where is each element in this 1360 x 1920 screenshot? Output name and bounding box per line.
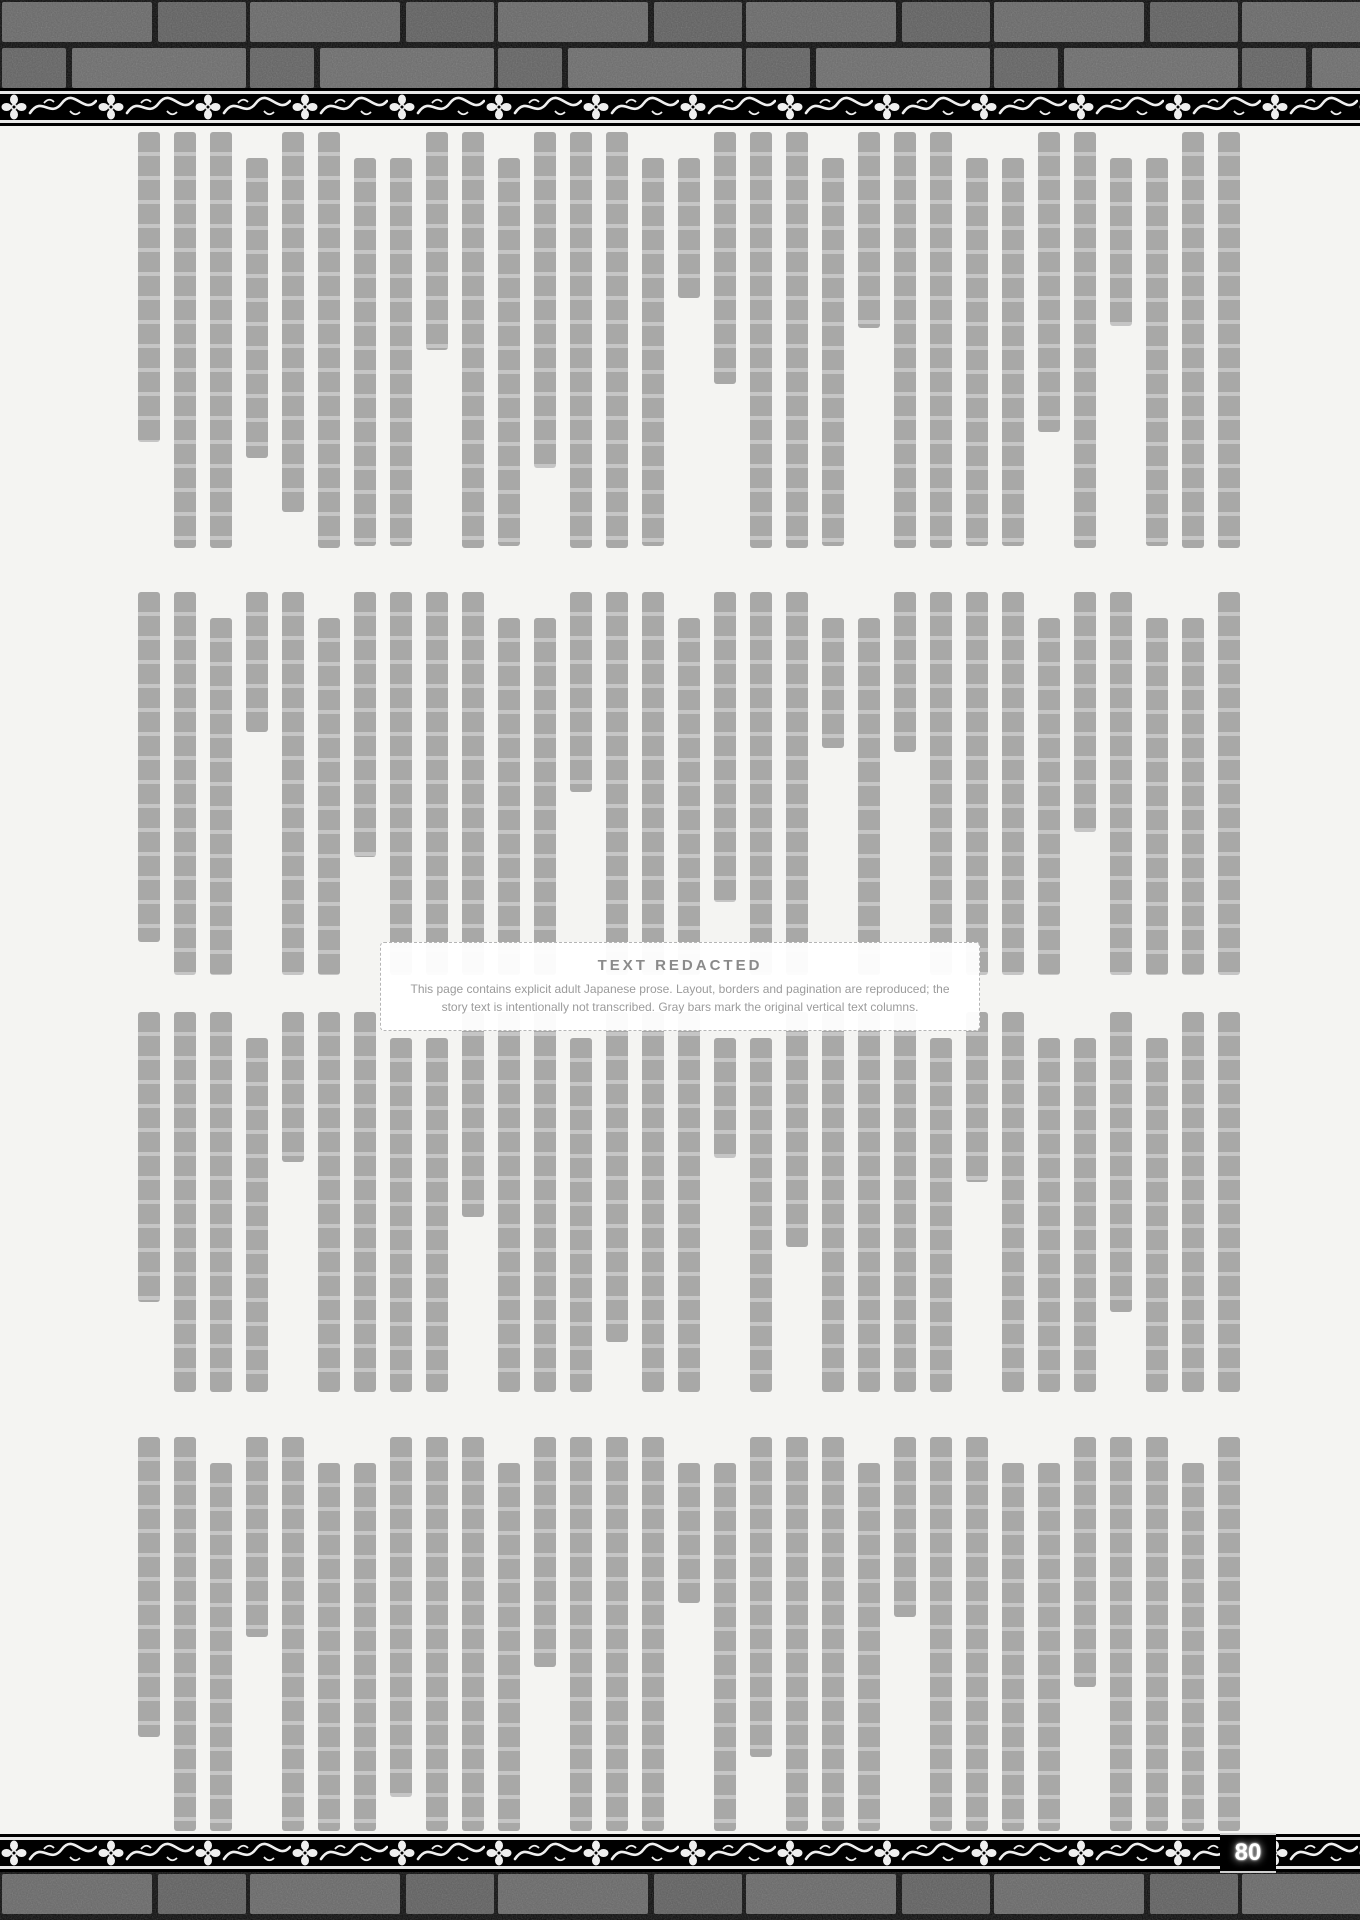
text-band-3 — [120, 1012, 1240, 1392]
redacted-text-column — [606, 1012, 628, 1342]
redacted-text-column — [534, 1437, 556, 1667]
redacted-text-column — [246, 592, 268, 732]
redacted-text-column — [930, 132, 952, 548]
redacted-text-column — [1146, 1038, 1168, 1392]
redacted-text-column — [786, 592, 808, 975]
redacted-text-column — [210, 618, 232, 975]
redacted-text-column — [498, 1463, 520, 1831]
redacted-text-column — [1002, 1012, 1024, 1392]
redacted-text-column — [1110, 592, 1132, 975]
redacted-text-column — [1074, 132, 1096, 548]
redacted-text-column — [930, 1038, 952, 1392]
redacted-text-column — [822, 158, 844, 546]
redacted-text-column — [822, 1012, 844, 1392]
redacted-text-column — [1110, 158, 1132, 326]
redacted-text-column — [678, 1463, 700, 1603]
redacted-text-column — [894, 1012, 916, 1392]
redacted-text-column — [210, 1463, 232, 1831]
redacted-text-column — [462, 1437, 484, 1831]
redacted-text-column — [498, 618, 520, 975]
redacted-text-column — [894, 132, 916, 548]
novel-page — [0, 126, 1360, 1834]
redacted-text-column — [318, 618, 340, 975]
redacted-text-column — [822, 618, 844, 748]
redacted-text-column — [858, 618, 880, 975]
redacted-text-column — [1074, 592, 1096, 832]
redacted-text-column — [642, 1012, 664, 1392]
redacted-text-column — [966, 158, 988, 546]
redacted-text-column — [462, 592, 484, 975]
redacted-text-column — [570, 1038, 592, 1392]
redacted-text-column — [1182, 1463, 1204, 1831]
redacted-text-column — [426, 1437, 448, 1831]
redacted-text-column — [642, 1437, 664, 1831]
redacted-text-column — [210, 132, 232, 548]
redacted-text-column — [570, 132, 592, 548]
text-band-4 — [120, 1437, 1240, 1831]
redacted-text-column — [498, 158, 520, 546]
redacted-text-column — [1146, 618, 1168, 975]
redacted-text-column — [678, 158, 700, 298]
redacted-text-column — [138, 1012, 160, 1302]
redacted-text-column — [750, 132, 772, 548]
redacted-text-column — [138, 592, 160, 942]
redacted-text-column — [606, 132, 628, 548]
redacted-text-column — [606, 1437, 628, 1831]
redacted-text-column — [390, 1038, 412, 1392]
redacted-text-column — [1182, 132, 1204, 548]
ornament-border-top — [0, 88, 1360, 126]
redacted-text-column — [174, 592, 196, 975]
ornament-rule — [0, 1866, 1360, 1869]
redacted-text-column — [1110, 1437, 1132, 1831]
redacted-text-column — [390, 158, 412, 546]
redacted-text-column — [390, 592, 412, 975]
redacted-text-column — [642, 158, 664, 546]
redacted-text-column — [354, 158, 376, 546]
redacted-text-column — [1038, 1463, 1060, 1831]
redaction-notice — [380, 942, 980, 1031]
redacted-text-column — [462, 1012, 484, 1217]
redacted-text-column — [786, 132, 808, 548]
redacted-text-column — [174, 1012, 196, 1392]
redaction-body: This page contains explicit adult Japanese prose. Layout, borders and pagination are reproduced; the story text is intentionally not transcribed. Gray bars mark the original vertical text columns. — [410, 982, 950, 1014]
redacted-text-column — [1218, 1012, 1240, 1392]
redacted-text-column — [282, 592, 304, 975]
redacted-text-column — [246, 158, 268, 458]
redacted-text-column — [1038, 618, 1060, 975]
text-band-1 — [120, 132, 1240, 548]
redaction-title: TEXT REDACTED — [597, 957, 763, 974]
redacted-text-column — [858, 1012, 880, 1392]
redacted-text-column — [426, 592, 448, 975]
redacted-text-column — [426, 132, 448, 350]
redacted-text-column — [966, 1012, 988, 1182]
redacted-text-column — [1146, 1437, 1168, 1831]
redacted-text-column — [1146, 158, 1168, 546]
redacted-text-column — [714, 1463, 736, 1831]
redacted-text-column — [426, 1038, 448, 1392]
redacted-text-column — [714, 1038, 736, 1158]
redacted-text-column — [1218, 132, 1240, 548]
redacted-text-column — [246, 1437, 268, 1637]
redacted-text-column — [1218, 592, 1240, 975]
redacted-text-column — [282, 1437, 304, 1831]
redacted-text-column — [246, 1038, 268, 1392]
redacted-text-column — [714, 132, 736, 384]
redacted-text-column — [930, 592, 952, 975]
redacted-text-column — [642, 592, 664, 975]
redacted-text-column — [534, 1012, 556, 1392]
redacted-text-column — [930, 1437, 952, 1831]
redacted-text-column — [750, 1038, 772, 1392]
redacted-text-column — [318, 1463, 340, 1831]
floral-ornament-strip — [0, 1840, 1360, 1866]
redacted-text-column — [282, 132, 304, 512]
redacted-text-column — [1074, 1437, 1096, 1687]
redacted-text-column — [1218, 1437, 1240, 1831]
page-number: 80 — [1220, 1833, 1276, 1873]
redacted-text-column — [1182, 1012, 1204, 1392]
redacted-text-column — [858, 132, 880, 328]
ornament-rule — [0, 120, 1360, 123]
redacted-text-column — [750, 592, 772, 975]
redacted-text-column — [786, 1012, 808, 1247]
redacted-text-column — [678, 1012, 700, 1392]
redacted-text-column — [138, 132, 160, 442]
redacted-text-column — [894, 592, 916, 752]
redacted-text-column — [174, 132, 196, 548]
redacted-text-column — [1182, 618, 1204, 975]
redacted-text-column — [354, 1463, 376, 1831]
redacted-text-column — [354, 1012, 376, 1392]
redacted-text-column — [354, 592, 376, 857]
floral-ornament-strip — [0, 94, 1360, 120]
redacted-text-column — [714, 592, 736, 902]
redacted-text-column — [498, 1012, 520, 1392]
redacted-text-column — [534, 618, 556, 975]
redacted-text-column — [858, 1463, 880, 1831]
redacted-text-column — [894, 1437, 916, 1617]
redacted-text-column — [282, 1012, 304, 1162]
redacted-text-column — [822, 1437, 844, 1831]
brick-texture-bottom — [0, 1872, 1360, 1920]
redacted-text-column — [678, 618, 700, 975]
redacted-text-column — [1002, 592, 1024, 975]
text-band-2 — [120, 592, 1240, 975]
redacted-text-column — [570, 592, 592, 792]
redacted-text-column — [318, 132, 340, 548]
redacted-text-column — [1038, 132, 1060, 432]
redacted-text-column — [1038, 1038, 1060, 1392]
ornament-border-bottom — [0, 1834, 1360, 1872]
redacted-text-column — [462, 132, 484, 548]
redacted-text-column — [1002, 158, 1024, 546]
brick-texture-top — [0, 0, 1360, 88]
redacted-text-column — [1002, 1463, 1024, 1831]
redacted-text-column — [318, 1012, 340, 1392]
redacted-text-column — [210, 1012, 232, 1392]
redacted-text-column — [966, 1437, 988, 1831]
redacted-text-column — [174, 1437, 196, 1831]
redacted-text-column — [570, 1437, 592, 1831]
redacted-text-column — [750, 1437, 772, 1757]
redacted-text-column — [966, 592, 988, 975]
redacted-text-column — [606, 592, 628, 975]
redacted-text-column — [138, 1437, 160, 1737]
redacted-text-column — [1110, 1012, 1132, 1312]
redacted-text-column — [390, 1437, 412, 1797]
redacted-text-column — [786, 1437, 808, 1831]
redacted-text-column — [1074, 1038, 1096, 1392]
redacted-text-column — [534, 132, 556, 468]
